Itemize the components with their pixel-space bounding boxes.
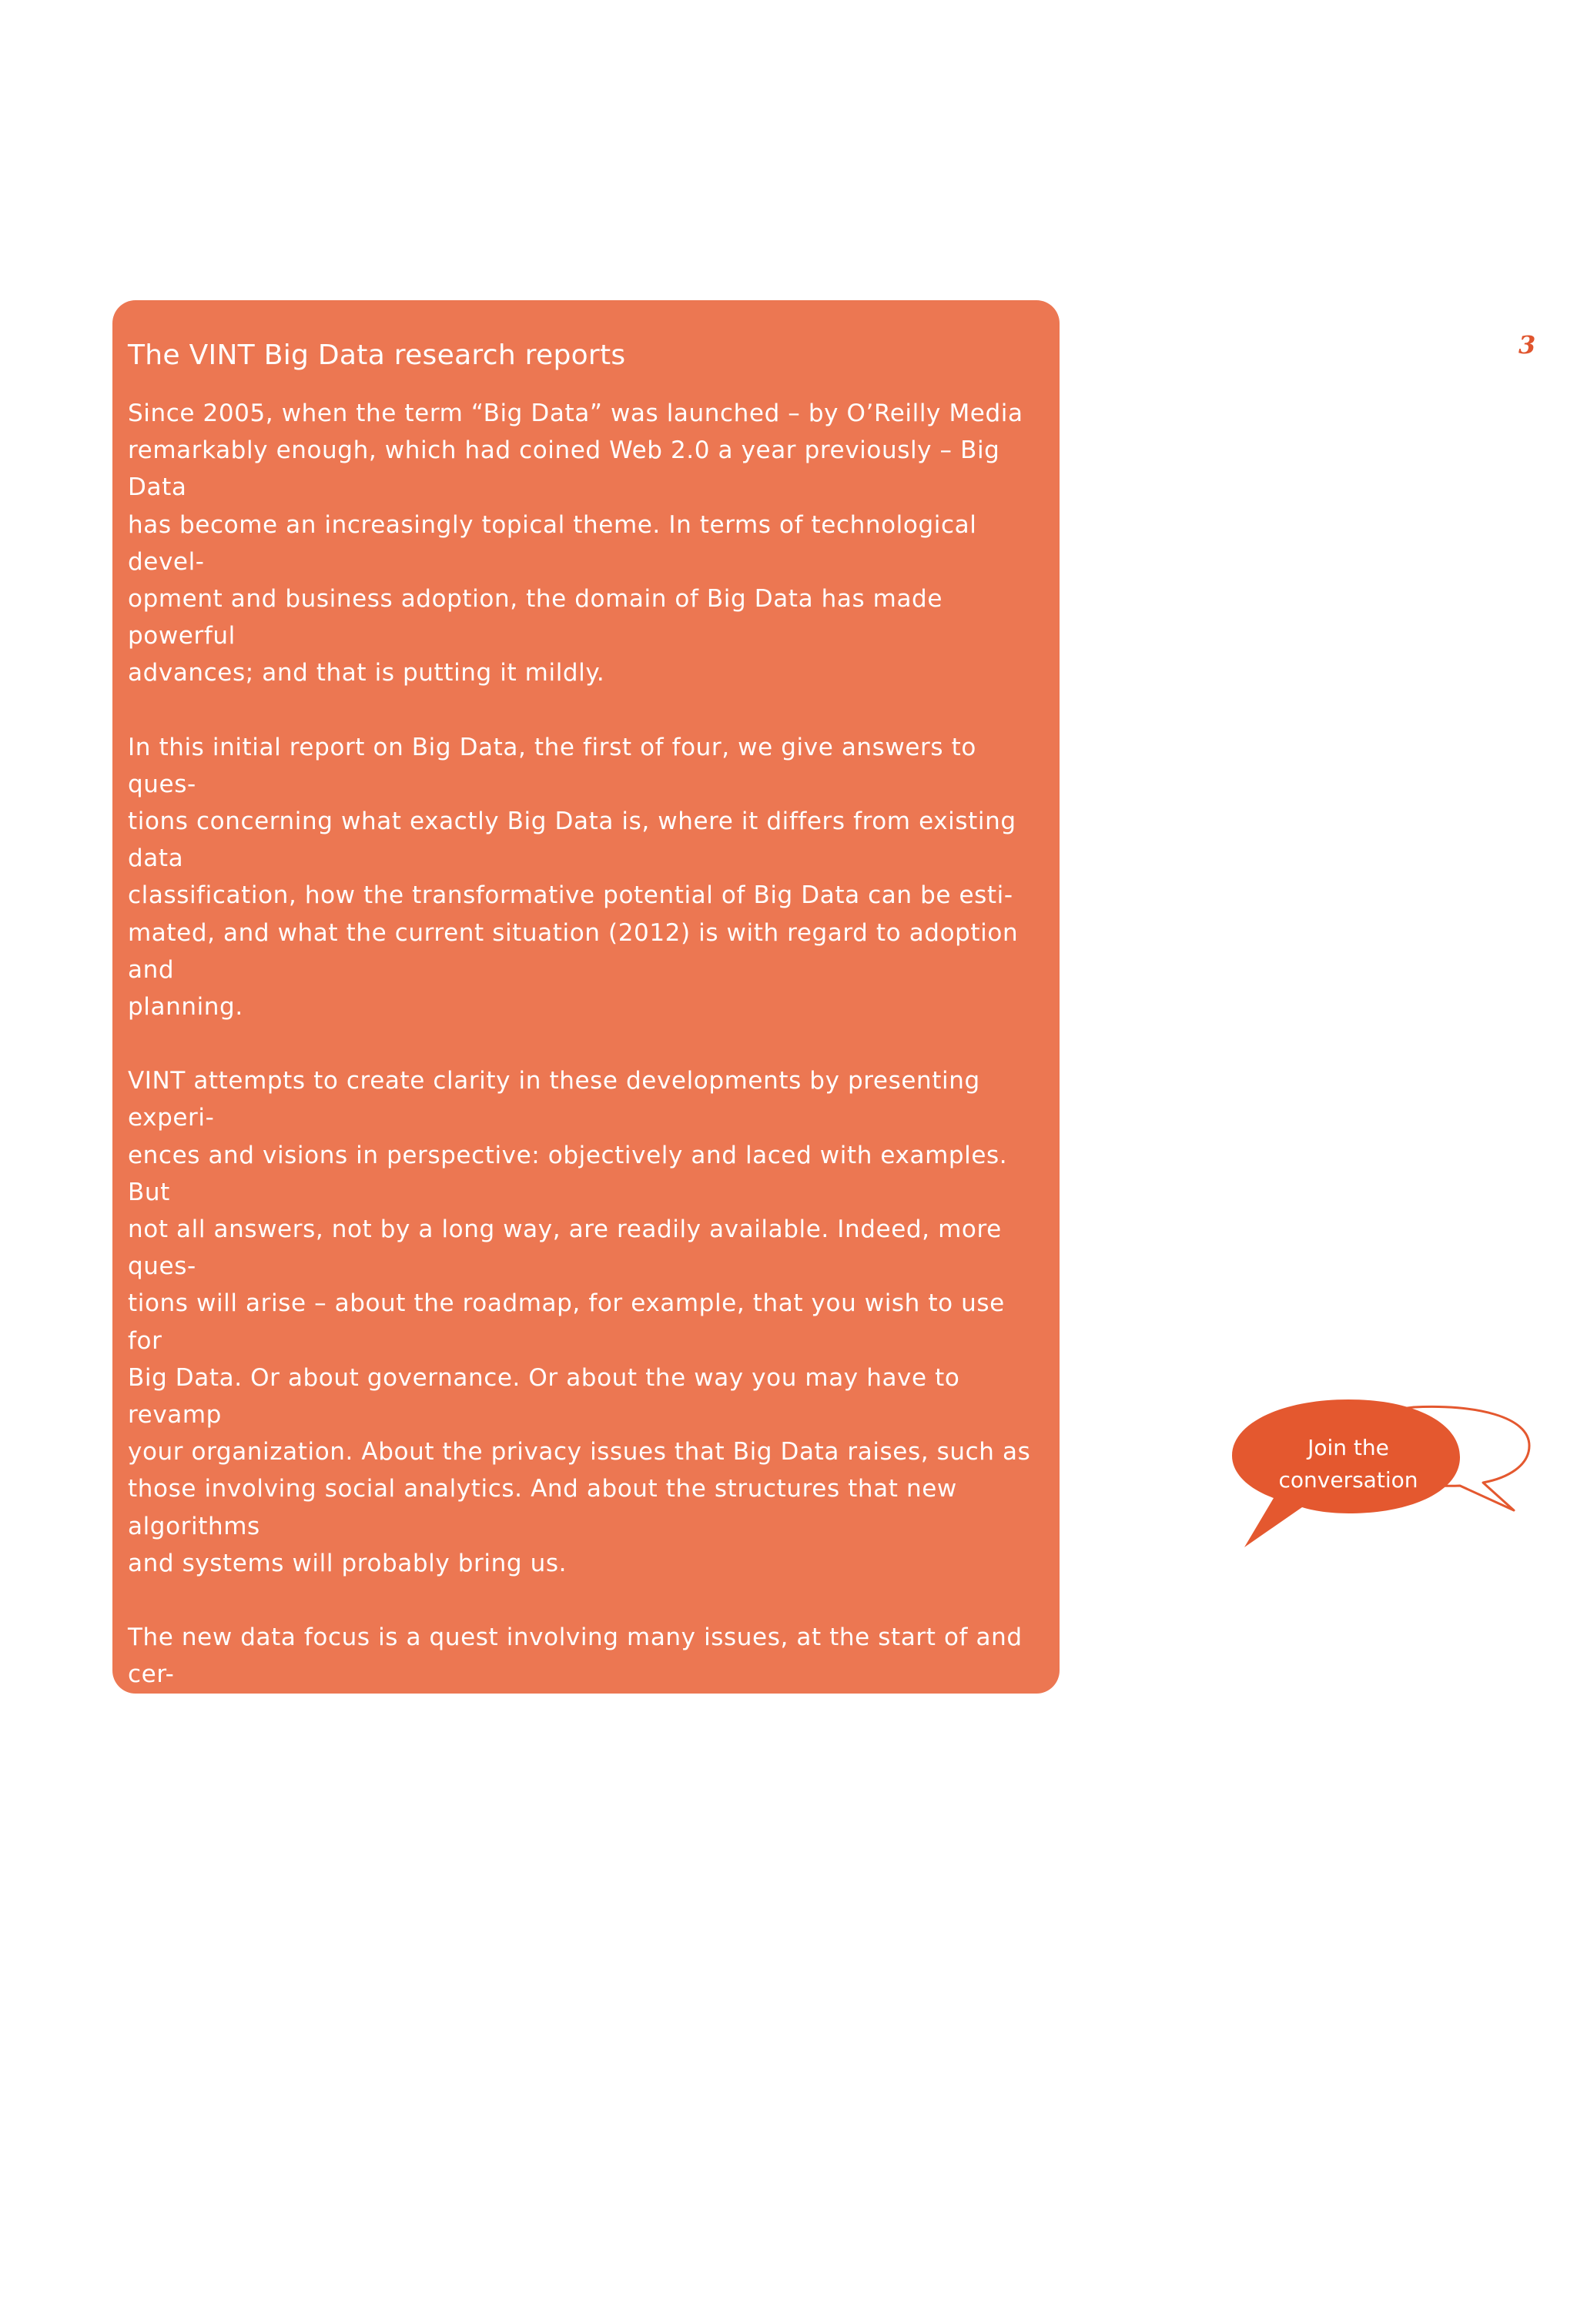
paragraph-line: research reports after this kick-off on the topic of Big Data. (128, 2068, 862, 2097)
paragraph-line: way, we jointly determine the concrete substantiation of the coming three (128, 1995, 977, 2060)
bubble-label (1237, 1432, 1460, 1496)
join-conversation-button[interactable] (1229, 1399, 1529, 1561)
paragraph (128, 1062, 1044, 1582)
paragraph-line: you can sharpen your (and our) ideas with respect to Big Data and come (128, 1920, 1033, 1948)
paragraph-line: mated, and what the current situation (2012) is with regard to adoption and (128, 918, 1019, 984)
paragraph-line: In this initial report on Big Data, the first of four, we give answers to ques- (128, 733, 976, 798)
paragraph (128, 1619, 1044, 2102)
paragraph-line: opment and business adoption, the domain of Big Data has made powerful (128, 585, 943, 650)
paragraph-line: The new data focus is a quest involving many issues, at the start of and cer- (128, 1623, 1023, 1689)
paragraph (128, 729, 1044, 1026)
paragraph-line: those involving social analytics. And about the structures that new algorithms (128, 1475, 957, 1540)
paragraph-line: VINT attempts to create clarity in these developments by presenting experi- (128, 1067, 980, 1132)
paragraph-line: ences and visions in perspective: objectively and laced with examples. But (128, 1141, 1008, 1206)
paragraph (128, 2138, 1044, 2324)
paragraph-line: Since 2005, when the term “Big Data” was launched – by O’Reilly Media (128, 400, 1023, 427)
paragraph-line: personal conversations, of course. By actively participating in the discussion, (128, 1846, 944, 1911)
paragraph-line: to progressive insights for taking lucid and responsible decisions. In this (128, 1957, 1024, 1985)
page-number: 3 (1518, 330, 1536, 359)
paragraph-line: the relevant buttons in the PDF version of this document. You will then be (128, 2254, 1044, 2282)
paragraph-line: planning. (128, 993, 243, 1022)
paragraph-line: directly transported to the discussion in question. (128, 2291, 745, 2319)
paragraph (128, 395, 1044, 692)
paragraph-line: tainly during the entire journey. That is why we will be pleased to exchange (128, 1697, 939, 1763)
paragraph-line: much like to receive a response or, rather, your opinion. You can click on (128, 2217, 1032, 2245)
paragraph-line: thoughts with you: online, at www.sogeti.com/vint/bigdata/questions, and in (128, 1771, 1044, 1837)
intro-panel (112, 300, 1060, 2319)
paragraph-line: advances; and that is putting it mildly. (128, 659, 605, 687)
bubble-label-line: Join the (1307, 1435, 1389, 1460)
paragraph-line: Big Data. Or about governance. Or about the way you may have to revamp (128, 1363, 960, 1430)
bubble-label-line: conversation (1278, 1467, 1418, 1493)
paragraph-line: not all answers, not by a long way, are readily available. Indeed, more ques- (128, 1216, 1002, 1281)
paragraph-line: tions concerning what exactly Big Data is, where it differs from existing data (128, 808, 1016, 873)
paragraph-line: your organization. About the privacy issues that Big Data raises, such as (128, 1438, 1031, 1466)
paragraph-line: tions will arise – about the roadmap, for example, that you wish to use for (128, 1289, 1005, 1355)
panel-title: The VINT Big Data research reports (128, 339, 626, 371)
paragraph-line: classification, how the transformative potential of Big Data can be esti- (128, 881, 1013, 910)
paragraph-line: remarkably enough, which had coined Web 2.0 a year previously – Big Data (128, 436, 1000, 502)
paragraph-line: has become an increasingly topical theme. In terms of technological devel- (128, 510, 977, 576)
paragraph-line: and systems will probably bring us. (128, 1549, 568, 1577)
paragraph-line: For inspiration, we have included seven questions to which we would very (128, 2142, 986, 2208)
